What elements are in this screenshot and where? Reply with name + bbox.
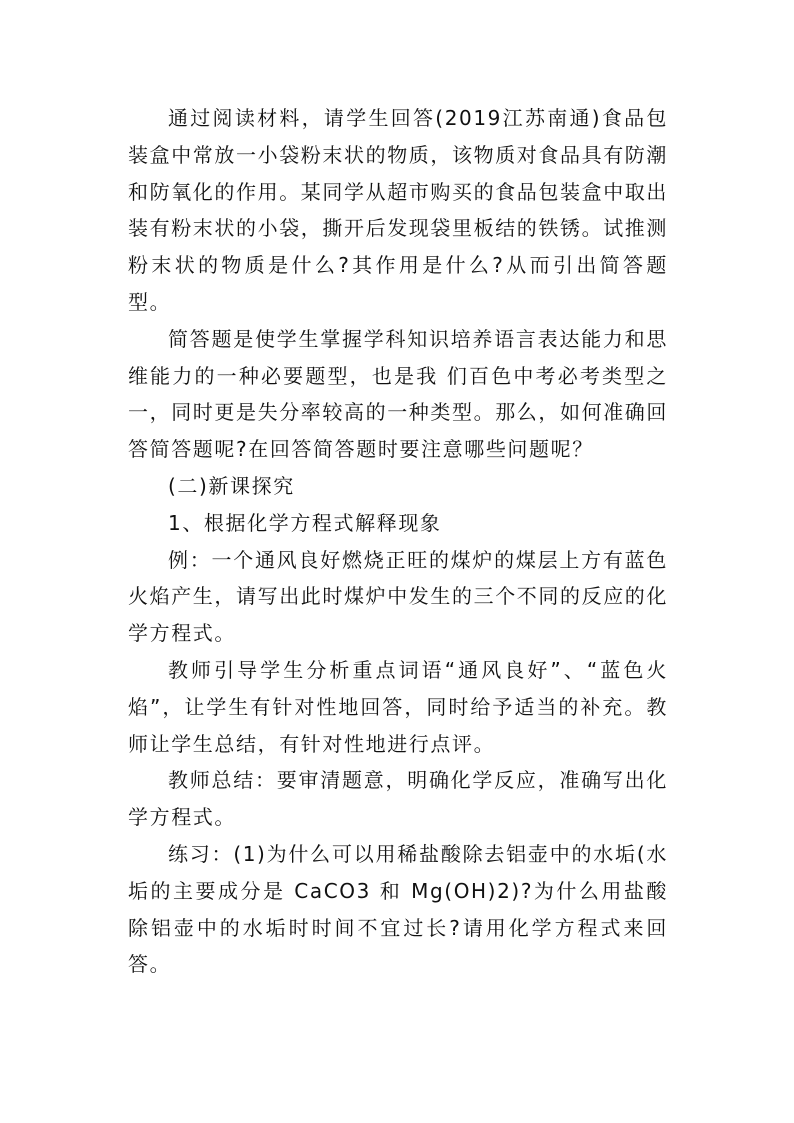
paragraph-teacher-guide: 教师引导学生分析重点词语“通风良好”、“蓝色火焰”，让学生有针对性地回答，同时给予适当的补充。教师让学生总结，有针对性地进行点评。 — [128, 657, 668, 756]
section-heading-new-lesson: (二)新课探究 — [168, 473, 295, 498]
paragraph-example: 例：一个通风良好燃烧正旺的煤炉的煤层上方有蓝色火焰产生，请写出此时煤炉中发生的三个不同的反应的化学方程式。 — [128, 547, 668, 646]
paragraph-intro-material: 通过阅读材料，请学生回答(2019江苏南通)食品包装盒中常放一小袋粉末状的物质，该物质对食品具有防潮和防氧化的作用。某同学从超市购买的食品包装盒中取出装有粉末状的小袋，撕开后发现袋里板结的铁锈。试推测粉末状的物质是什么?其作用是什么?从而引出简答题型。 — [128, 106, 668, 314]
paragraph-short-answer-importance: 简答题是使学生掌握学科知识培养语言表达能力和思维能力的一种必要题型，也是我 们百色中考必考类型之一，同时更是失分率较高的一种类型。那么，如何准确回答简答题呢?在回答简答题时要注意哪些问题呢？ — [128, 326, 668, 462]
subsection-heading-equations: 1、根据化学方程式解释现象 — [168, 510, 442, 535]
paragraph-exercise: 练习：(1)为什么可以用稀盐酸除去铝壶中的水垢(水垢的主要成分是 CaCO3 和 Mg(OH)2)?为什么用盐酸除铝壶中的水垢时时间不宜过长?请用化学方程式来回答。 — [128, 841, 668, 977]
paragraph-teacher-summary: 教师总结：要审清题意，明确化学反应，准确写出化学方程式。 — [128, 768, 668, 830]
document-body — [128, 100, 668, 983]
